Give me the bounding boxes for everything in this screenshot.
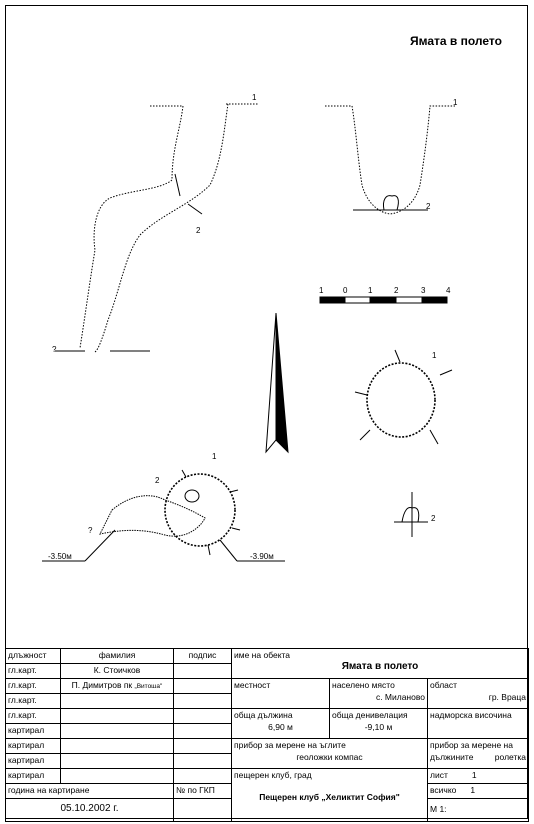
station-label: 1 bbox=[453, 98, 458, 107]
row-surname-cell bbox=[61, 679, 174, 694]
depth-label: -3.50м bbox=[48, 552, 72, 561]
small-profile bbox=[394, 492, 428, 537]
club-cell bbox=[232, 769, 428, 822]
total-cell bbox=[428, 784, 529, 799]
angle-instrument-label: прибор за мерене на ъглите bbox=[234, 740, 346, 750]
row-surname: П. Димитров пк bbox=[71, 680, 133, 690]
station-label: ? bbox=[52, 345, 57, 354]
denivelation-value: -9,10 м bbox=[364, 722, 393, 732]
scale-bar bbox=[320, 297, 447, 303]
settlement-value: с. Миланово bbox=[375, 692, 425, 702]
survey-date: 05.10.2002 г. bbox=[6, 799, 174, 822]
cross-section bbox=[325, 106, 455, 214]
region-label: област bbox=[430, 680, 458, 690]
denivelation-label: обща денивелация bbox=[332, 710, 408, 720]
object-name: Ямата в полето bbox=[341, 661, 419, 672]
sheet-title: Ямата в полето bbox=[410, 34, 502, 48]
row-position: гл.карт. bbox=[6, 664, 61, 679]
angle-instrument-cell bbox=[232, 739, 428, 769]
total-value: 1 bbox=[470, 785, 476, 795]
locality-cell bbox=[232, 679, 330, 709]
scale-tick-label: 1 bbox=[368, 286, 373, 295]
row-position: картирал bbox=[6, 724, 61, 739]
club-label: пещерен клуб, град bbox=[234, 770, 312, 780]
plan-view bbox=[42, 470, 285, 561]
scale-tick-label: 1 bbox=[319, 286, 324, 295]
settlement-label: населено място bbox=[332, 680, 395, 690]
row-position: картирал bbox=[6, 769, 61, 784]
sheet-label: лист bbox=[430, 770, 448, 780]
object-label: име на обекта bbox=[234, 650, 291, 660]
col-signature-header: подпис bbox=[174, 649, 232, 664]
club-value: Пещерен клуб „Хеликтит София" bbox=[259, 792, 400, 802]
row-position: картирал bbox=[6, 739, 61, 754]
angle-instrument-value: геоложки компас bbox=[296, 752, 363, 762]
altitude-cell bbox=[428, 709, 529, 739]
length-cell bbox=[232, 709, 330, 739]
station-label: 1 bbox=[212, 452, 217, 461]
col-surname-header: фамилия bbox=[61, 649, 174, 664]
sheet-value: 1 bbox=[471, 770, 477, 780]
station-label: ? bbox=[88, 526, 93, 535]
scale-tick-label: 3 bbox=[421, 286, 426, 295]
title-block bbox=[5, 648, 529, 822]
region-cell bbox=[428, 679, 529, 709]
row-position: гл.карт. bbox=[6, 694, 61, 709]
station-label: 1 bbox=[252, 93, 257, 102]
scale-tick-label: 4 bbox=[446, 286, 451, 295]
row-club: „Витоша" bbox=[134, 683, 163, 690]
longitudinal-section bbox=[55, 104, 258, 352]
settlement-cell bbox=[330, 679, 428, 709]
length-label: обща дължина bbox=[234, 710, 293, 720]
row-position: гл.карт. bbox=[6, 679, 61, 694]
length-instrument-label: прибор за мерене на дължините bbox=[430, 740, 513, 762]
row-position: гл.карт. bbox=[6, 709, 61, 724]
gkp-label: № по ГКП bbox=[174, 784, 232, 799]
scale-label: М 1: bbox=[428, 799, 529, 822]
row-position: картирал bbox=[6, 754, 61, 769]
col-position-header: длъжност bbox=[6, 649, 61, 664]
sheet-cell bbox=[428, 769, 529, 784]
altitude-label: надморска височина bbox=[430, 710, 512, 720]
scale-tick-label: 2 bbox=[394, 286, 399, 295]
station-label: 2 bbox=[155, 476, 160, 485]
station-label: 2 bbox=[426, 202, 431, 211]
locality-label: местност bbox=[234, 680, 271, 690]
length-instrument-value: ролетка bbox=[494, 752, 526, 762]
depth-label: -3.90м bbox=[250, 552, 274, 561]
station-label: 2 bbox=[431, 514, 436, 523]
object-name-cell bbox=[232, 649, 529, 679]
year-label: година на картиране bbox=[6, 784, 174, 799]
region-value: гр. Враца bbox=[488, 692, 526, 702]
scale-tick-label: 0 bbox=[343, 286, 348, 295]
plan-view-entrance bbox=[355, 350, 452, 444]
denivelation-cell bbox=[330, 709, 428, 739]
total-label: всичко bbox=[430, 785, 457, 795]
station-label: 1 bbox=[432, 351, 437, 360]
length-value: 6,90 м bbox=[268, 722, 293, 732]
station-label: 2 bbox=[196, 226, 201, 235]
north-arrow-icon bbox=[266, 313, 288, 452]
length-instrument-cell bbox=[428, 739, 529, 769]
row-surname: К. Стоичков bbox=[61, 664, 174, 679]
